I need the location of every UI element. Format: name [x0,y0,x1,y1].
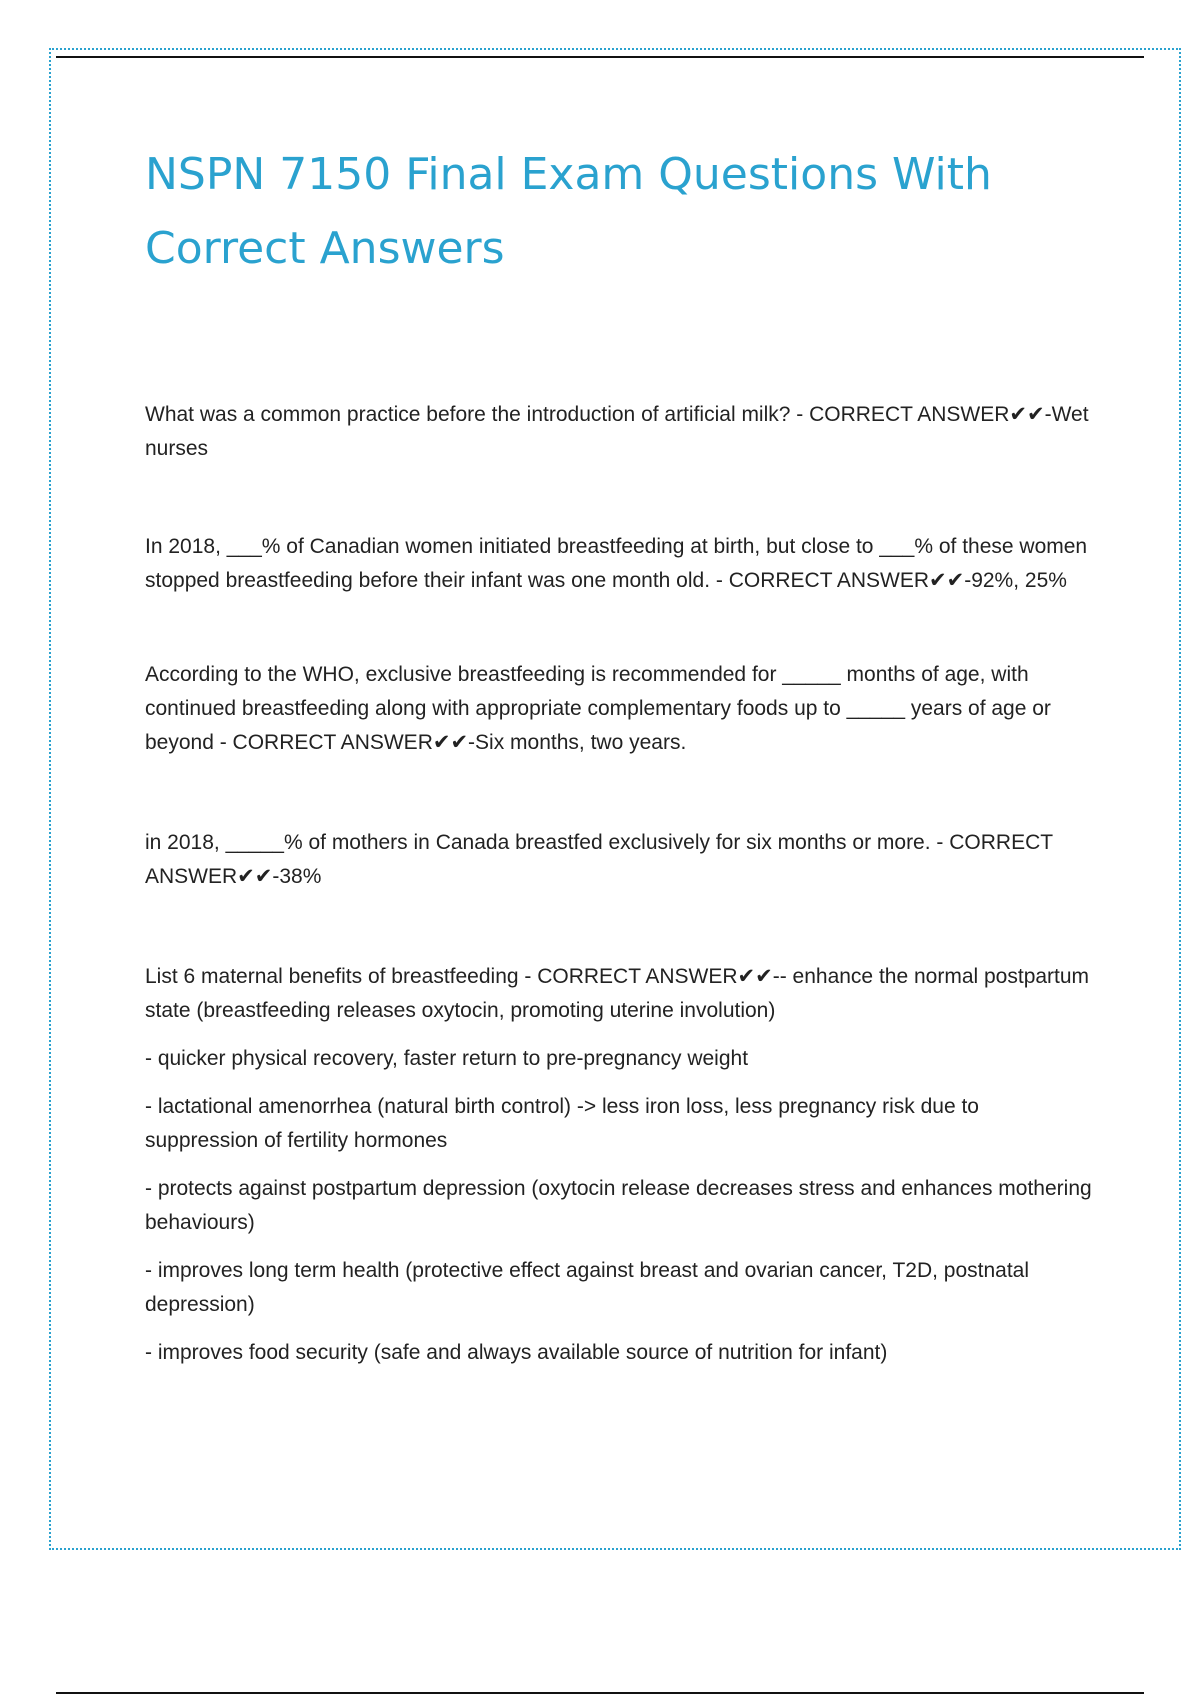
benefits-block [145,960,1095,1370]
document-title: NSPN 7150 Final Exam Questions With Correct Answers [145,149,992,274]
qa-item: What was a common practice before the introduction of artificial milk? - CORRECT ANSWER✔✔-Wet nurses [145,403,1089,460]
bottom-rule [56,1692,1144,1694]
benefit-item: - protects against postpartum depression (oxytocin release decreases stress and enhances mothering behaviours) [145,1177,1092,1234]
benefit-item: - improves food security (safe and always available source of nutrition for infant) [145,1341,888,1364]
benefit-item: - improves long term health (protective effect against breast and ovarian cancer, T2D, postnatal depression) [145,1259,1030,1316]
top-rule [56,56,1144,58]
qa-item: In 2018, ___% of Canadian women initiated breastfeeding at birth, but close to ___% of these women stopped breastfeeding before their infant was one month old. - CORRECT ANSWER✔✔-92%, 25% [145,535,1088,592]
qa-item: According to the WHO, exclusive breastfeeding is recommended for _____ months of age, with continued breastfeeding along with appropriate complementary foods up to _____ years of age or beyond - CORRECT ANSWER✔✔-Six months, two years. [145,663,1051,754]
qa-item: List 6 maternal benefits of breastfeeding - CORRECT ANSWER✔✔-- enhance the normal postpartum state (breastfeeding releases oxytocin, promoting uterine involution) [145,965,1090,1022]
benefit-item: - lactational amenorrhea (natural birth control) -> less iron loss, less pregnancy risk due to suppression of fertility hormones [145,1095,979,1152]
qa-list [145,398,1095,1370]
benefit-item: - quicker physical recovery, faster return to pre-pregnancy weight [145,1047,749,1070]
qa-item: in 2018, _____% of mothers in Canada breastfed exclusively for six months or more. - CORRECT ANSWER✔✔-38% [145,831,1053,888]
